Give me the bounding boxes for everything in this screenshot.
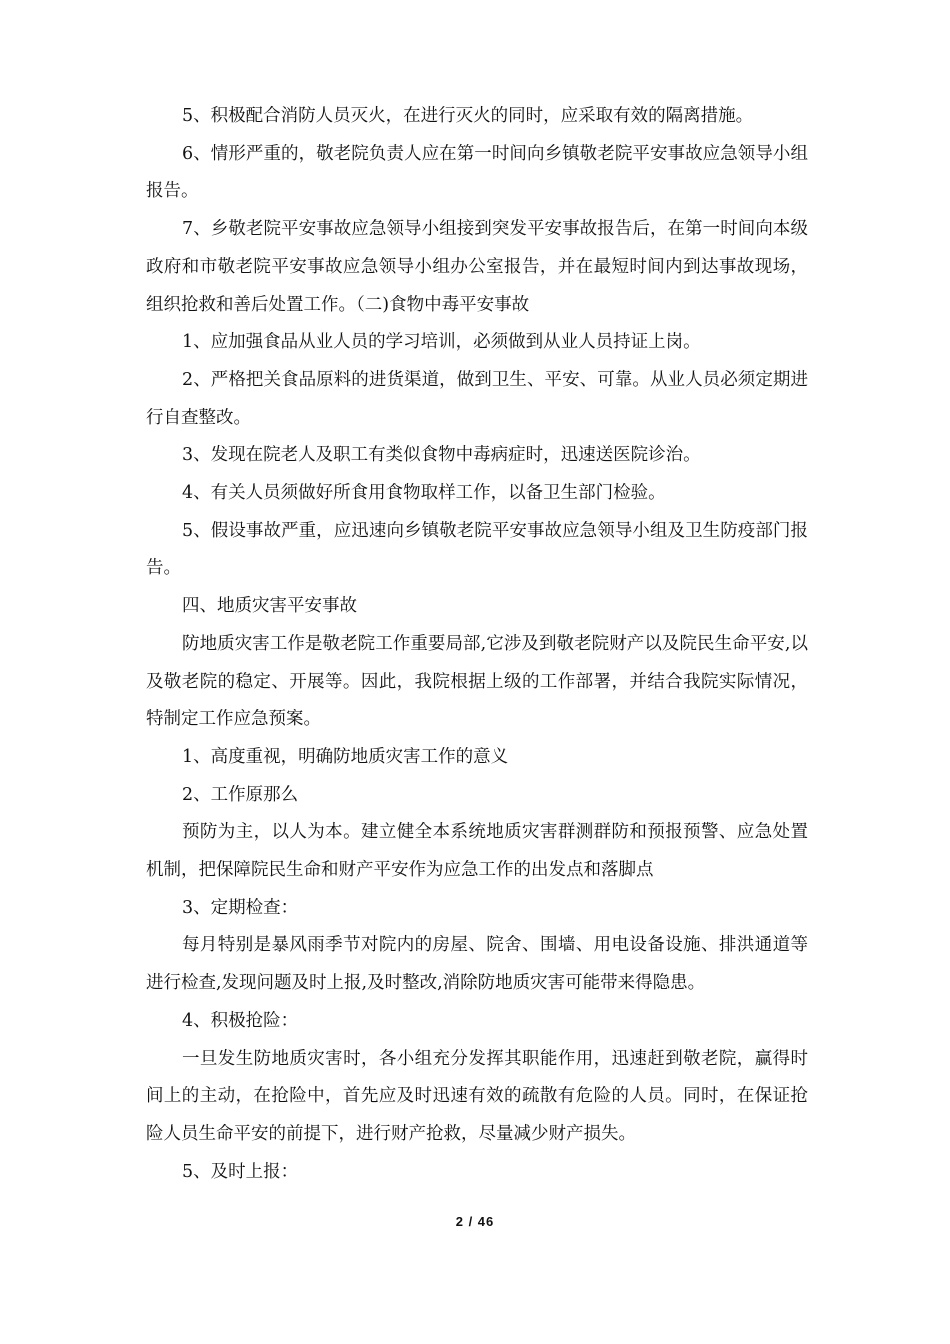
page-number: 2 / 46 xyxy=(455,1214,495,1229)
paragraph: 4、积极抢险： xyxy=(182,1010,299,1031)
section-heading: 四、地质灾害平安事故 xyxy=(182,596,357,617)
paragraph: 5、及时上报： xyxy=(182,1161,299,1182)
paragraph: 预防为主，以人为本。建立健全本系统地质灾害群测群防和预报预警、应急处置机制，把保障院民生命和财产平安作为应急工作的出发点和落脚点 xyxy=(146,822,808,881)
paragraph: 5、积极配合消防人员灭火，在进行灭火的同时，应采取有效的隔离措施。 xyxy=(182,106,754,126)
paragraph: 6、情形严重的，敬老院负责人应在第一时间向乡镇敬老院平安事故应急领导小组报告。 xyxy=(146,143,808,202)
paragraph: 5、假设事故严重，应迅速向乡镇敬老院平安事故应急领导小组及卫生防疫部门报告。 xyxy=(146,520,808,579)
paragraph: 3、定期检查： xyxy=(182,897,299,918)
document-body xyxy=(146,98,808,1191)
paragraph: 2、严格把关食品原料的进货渠道，做到卫生、平安、可靠。从业人员必须定期进行自查整改。 xyxy=(146,369,808,428)
paragraph: 7、乡敬老院平安事故应急领导小组接到突发平安事故报告后，在第一时间向本级政府和市敬老院平安事故应急领导小组办公室报告，并在最短时间内到达事故现场，组织抢救和善后处置工作。（二)食物中毒平安事故 xyxy=(146,219,808,315)
paragraph: 每月特别是暴风雨季节对院内的房屋、院舍、围墙、用电设备设施、排洪通道等进行检查,发现问题及时上报,及时整改,消除防地质灾害可能带来得隐患。 xyxy=(146,935,808,994)
paragraph: 2、工作原那么 xyxy=(182,784,299,805)
paragraph: 防地质灾害工作是敬老院工作重要局部,它涉及到敬老院财产以及院民生命平安,以及敬老院的稳定、开展等。因此，我院根据上级的工作部署，并结合我院实际情况，特制定工作应急预案。 xyxy=(146,633,808,730)
paragraph: 3、发现在院老人及职工有类似食物中毒病症时，迅速送医院诊治。 xyxy=(182,445,701,466)
paragraph: 1、应加强食品从业人员的学习培训，必须做到从业人员持证上岗。 xyxy=(182,332,701,353)
paragraph: 一旦发生防地质灾害时，各小组充分发挥其职能作用，迅速赶到敬老院，赢得时间上的主动，在抢险中，首先应及时迅速有效的疏散有危险的人员。同时，在保证抢险人员生命平安的前提下，进行财产抢救，尽量减少财产损失。 xyxy=(146,1048,808,1144)
paragraph: 1、高度重视，明确防地质灾害工作的意义 xyxy=(182,746,509,767)
paragraph: 4、有关人员须做好所食用食物取样工作，以备卫生部门检验。 xyxy=(182,483,666,504)
